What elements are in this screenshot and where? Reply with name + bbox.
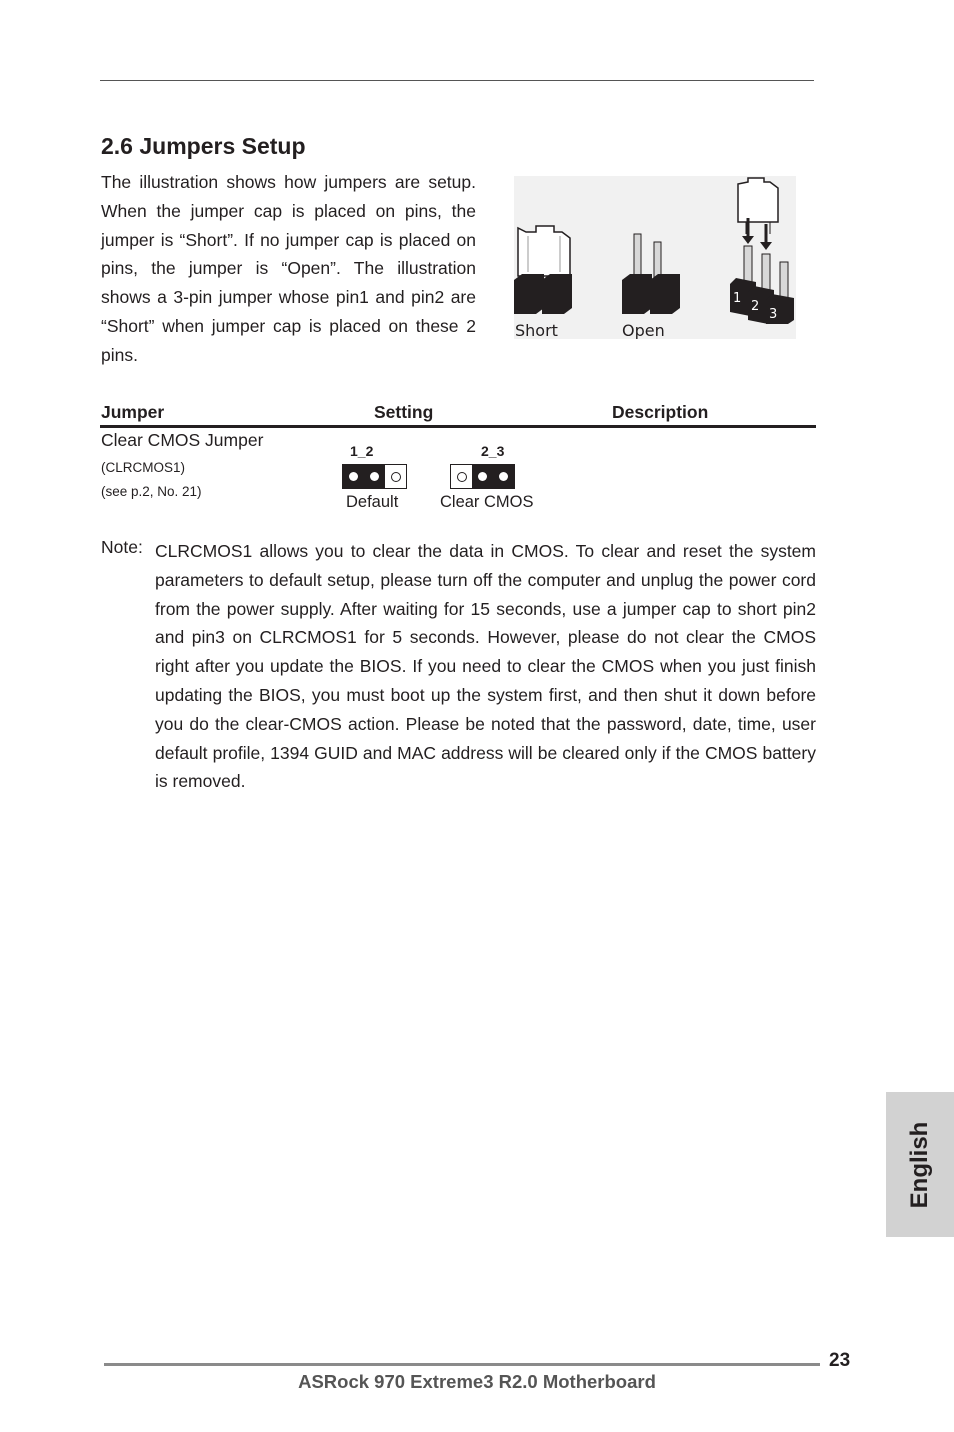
- note-text: CLRCMOS1 allows you to clear the data in CMOS. To clear and reset the system parameters to default setup, please turn off the computer and unplug the power cord from the power supply. After waiting for 15 seconds, use a jumper cap to short pin2 and pin3 on CLRCMOS1 for 5 seconds. However, please do not clear the CMOS right after you update the BIOS. If you need to clear the CMOS when you just finish updating the BIOS, you must boot up the system first, and then shut it down before you do the clear-CMOS action. Please be noted that the password, date, time, user default profile, 1394 GUID and MAC address will be cleared only if the CMOS battery is removed.: [155, 541, 816, 792]
- jumper-illustration: [514, 176, 796, 339]
- pin-open: [451, 465, 472, 488]
- table-header-rule: [100, 425, 816, 428]
- pin3-label: 3: [769, 307, 778, 322]
- clear-cmos-pin-diagram: [450, 464, 515, 489]
- table-header-description: Description: [612, 402, 709, 422]
- pin-shorted: [364, 465, 385, 488]
- language-tab-label: English: [906, 1121, 933, 1208]
- top-divider: [100, 80, 814, 81]
- pin-shorted: [472, 465, 493, 488]
- short-jumper-drawing: [514, 226, 572, 339]
- default-caption: Default: [346, 493, 399, 511]
- setting-clear-pin-label: 2_3: [481, 443, 505, 459]
- page-number: 23: [829, 1350, 851, 1371]
- footer-product: ASRock 970 Extreme3 R2.0 Motherboard: [298, 1371, 656, 1392]
- intro-paragraph: The illustration shows how jumpers are setup. When the jumper cap is placed on pins, the jumper is “Short”. If no jumper cap is placed on pins, the jumper is “Open”. The illustration shows a 3-pin jumper whose pin1 and pin2 are “Short” when jumper cap is placed on these 2 pins.: [101, 172, 476, 365]
- pin1-label: 1: [733, 291, 742, 306]
- pin2-label: 2: [751, 299, 760, 314]
- setting-default-pin-label: 1_2: [350, 443, 374, 459]
- default-pin-diagram: [342, 464, 407, 489]
- note-label: Note:: [101, 537, 143, 557]
- three-pin-jumper-drawing: [730, 178, 794, 324]
- jumper-reference: (see p.2, No. 21): [101, 484, 202, 499]
- open-jumper-drawing: [622, 234, 680, 339]
- pin-open: [385, 465, 406, 488]
- language-tab: [886, 1092, 954, 1237]
- section-title: 2.6 Jumpers Setup: [101, 133, 306, 159]
- pin-shorted: [493, 465, 514, 488]
- short-label: Short: [515, 321, 558, 339]
- open-label: Open: [622, 321, 665, 339]
- table-header-jumper: Jumper: [101, 402, 165, 422]
- jumper-name: Clear CMOS Jumper: [101, 430, 264, 450]
- clear-cmos-caption: Clear CMOS: [440, 493, 534, 511]
- footer-rule: [104, 1363, 820, 1366]
- pin-shorted: [343, 465, 364, 488]
- table-header-setting: Setting: [374, 402, 434, 422]
- jumper-id: (CLRCMOS1): [101, 460, 186, 475]
